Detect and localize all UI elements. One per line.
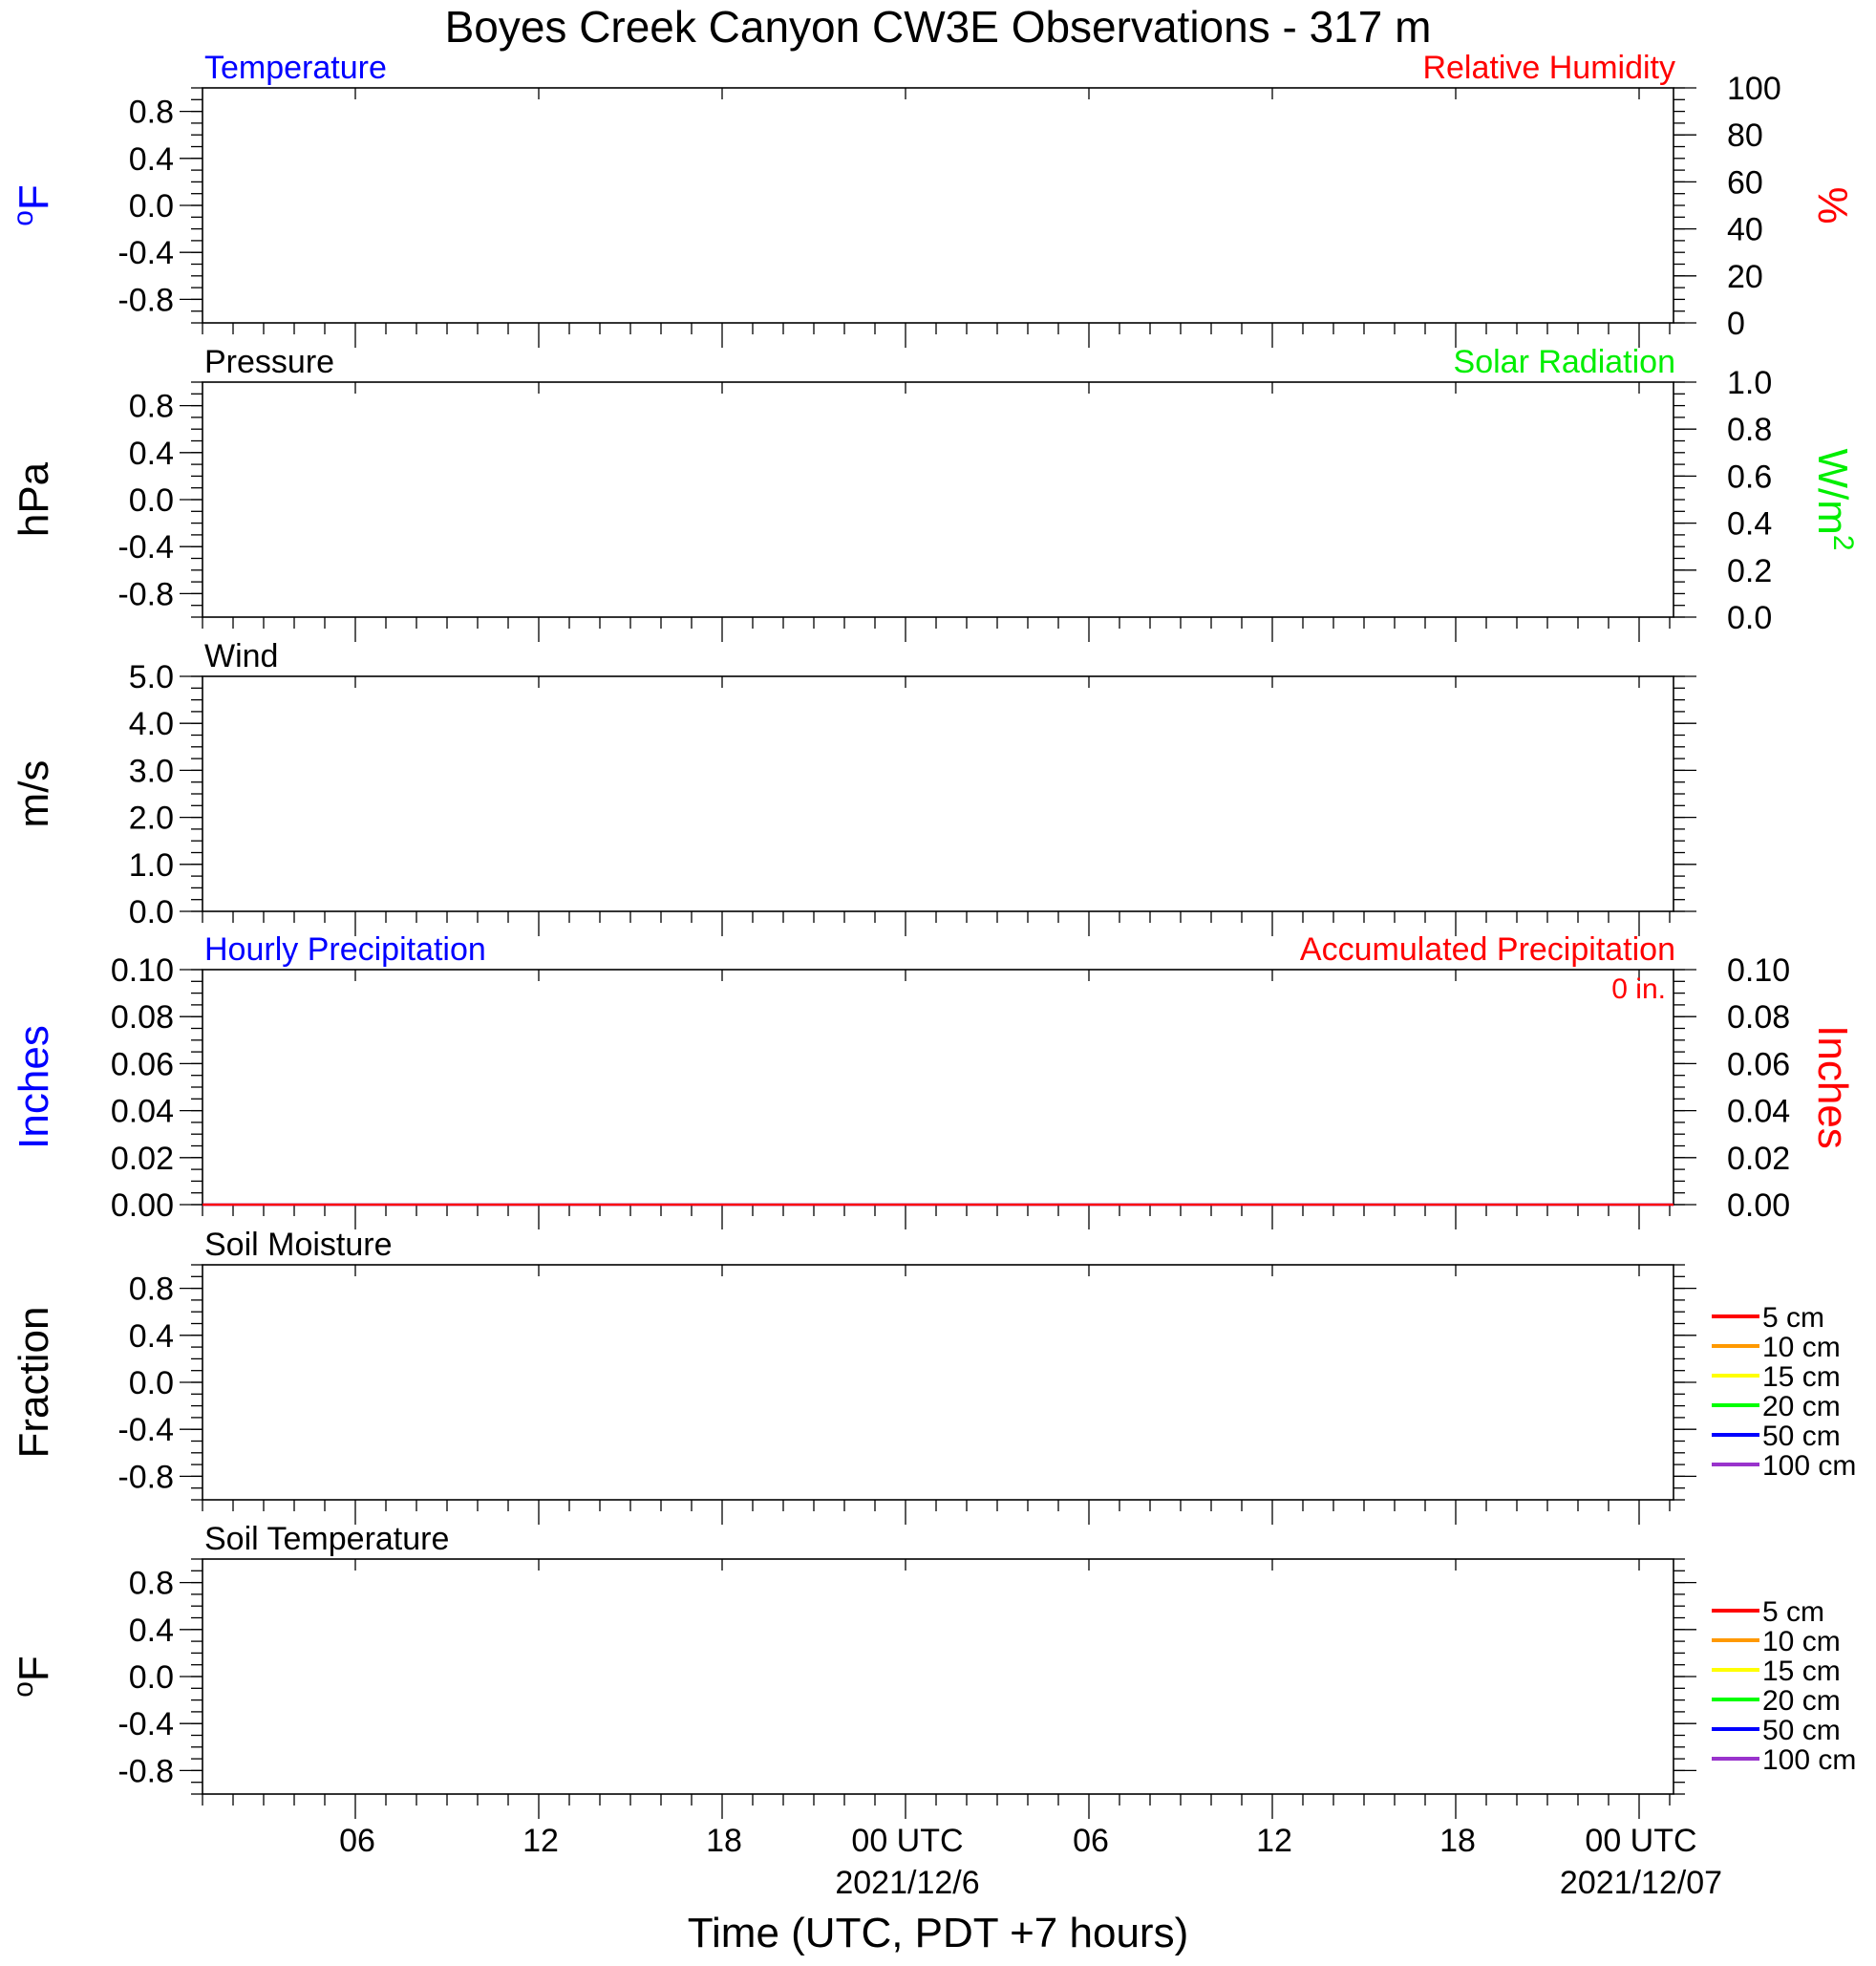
y-tick-label-left: -0.4 xyxy=(117,529,174,566)
y-tick-label-right: 0.0 xyxy=(1727,600,1773,636)
y-tick-label-right: 0.6 xyxy=(1727,459,1773,496)
y-tick-label-right: 40 xyxy=(1727,211,1763,248)
legend-label: 10 cm xyxy=(1762,1332,1841,1363)
panels xyxy=(8,50,1860,1819)
chart-title: Boyes Creek Canyon CW3E Observations - 317 m xyxy=(444,2,1432,52)
y-tick-label-right: 0.4 xyxy=(1727,505,1773,543)
legend-label: 50 cm xyxy=(1762,1715,1841,1746)
plot-frame xyxy=(203,676,1673,911)
panel-right-title: Solar Radiation xyxy=(1453,344,1675,380)
panel-1 xyxy=(8,50,1857,348)
plot-frame xyxy=(203,382,1673,617)
x-tick-label: 00 UTC xyxy=(1585,1823,1697,1859)
y-tick-label-left: 0.0 xyxy=(128,1365,174,1401)
y-tick-label-right: 0.06 xyxy=(1727,1046,1791,1083)
panel-annotation: 0 in. xyxy=(1611,973,1666,1005)
y-tick-label-right: 80 xyxy=(1727,118,1763,155)
y-tick-label-right: 0.10 xyxy=(1727,952,1791,989)
panel-left-title: Temperature xyxy=(204,50,387,86)
y-axis-label-left: Inches xyxy=(11,1025,57,1149)
y-tick-label-left: 0.0 xyxy=(128,188,174,224)
plot-frame xyxy=(203,970,1673,1205)
x-tick-label: 12 xyxy=(522,1823,559,1859)
y-tick-label-left: 0.8 xyxy=(128,388,174,425)
x-tick-label: 00 UTC xyxy=(851,1823,964,1859)
plot-frame xyxy=(203,1265,1673,1500)
y-axis-label-right: % xyxy=(1809,186,1856,224)
legend-label: 5 cm xyxy=(1762,1596,1825,1628)
x-tick-date: 2021/12/07 xyxy=(1559,1865,1723,1901)
panel-left-title: Hourly Precipitation xyxy=(204,931,486,968)
y-tick-label-right: 0 xyxy=(1727,306,1745,342)
y-tick-label-left: 0.4 xyxy=(128,1317,174,1355)
x-tick-label: 06 xyxy=(1073,1823,1109,1859)
plot-frame xyxy=(203,88,1673,323)
panel-6 xyxy=(8,1521,1857,1819)
legend-label: 100 cm xyxy=(1762,1744,1857,1776)
panel-4 xyxy=(11,931,1856,1229)
x-tick-label: 12 xyxy=(1256,1823,1292,1859)
y-tick-label-left: 0.0 xyxy=(128,894,174,930)
y-tick-label-left: -0.4 xyxy=(117,1706,174,1743)
y-tick-label-left: 0.8 xyxy=(128,1565,174,1602)
x-axis xyxy=(339,1823,1722,1901)
y-tick-label-left: 0.04 xyxy=(110,1093,174,1130)
y-axis-label-left: $^o$F xyxy=(7,1656,57,1698)
legend-label: 15 cm xyxy=(1762,1656,1841,1687)
y-tick-label-left: 1.0 xyxy=(128,846,174,884)
panel-left-title: Wind xyxy=(204,638,279,674)
y-tick-label-right: 1.0 xyxy=(1727,365,1773,401)
y-tick-label-left: -0.4 xyxy=(117,1412,174,1449)
y-tick-label-left: 5.0 xyxy=(128,659,174,695)
y-tick-label-right: 0.00 xyxy=(1727,1187,1791,1224)
y-tick-label-left: 4.0 xyxy=(128,706,174,743)
y-tick-label-left: -0.8 xyxy=(117,1459,174,1496)
y-tick-label-left: 0.4 xyxy=(128,140,174,178)
y-axis-label-right: $W/m^2$ xyxy=(1809,448,1860,551)
legend-label: 50 cm xyxy=(1762,1421,1841,1452)
panel-right-title: Relative Humidity xyxy=(1422,50,1675,86)
y-tick-label-left: 0.08 xyxy=(110,999,174,1036)
x-tick-label: 06 xyxy=(339,1823,375,1859)
y-tick-label-right: 60 xyxy=(1727,164,1763,202)
legend-label: 10 cm xyxy=(1762,1626,1841,1657)
y-tick-label-left: 2.0 xyxy=(128,800,174,837)
y-axis-label-left: m/s xyxy=(11,759,57,828)
y-tick-label-left: 0.00 xyxy=(110,1187,174,1224)
y-tick-label-right: 0.2 xyxy=(1727,552,1773,589)
y-tick-label-right: 0.08 xyxy=(1727,999,1791,1036)
y-axis-label-left: hPa xyxy=(11,461,57,538)
y-axis-label-right: Inches xyxy=(1809,1025,1856,1149)
panel-3 xyxy=(11,638,1696,936)
y-tick-label-left: 0.8 xyxy=(128,1271,174,1308)
y-tick-label-right: 20 xyxy=(1727,258,1763,295)
x-tick-label: 18 xyxy=(706,1823,742,1859)
panel-left-title: Soil Temperature xyxy=(204,1521,450,1557)
y-tick-label-left: 0.4 xyxy=(128,435,174,472)
panel-right-title: Accumulated Precipitation xyxy=(1299,931,1675,968)
y-tick-label-left: 0.8 xyxy=(128,94,174,131)
legend-label: 20 cm xyxy=(1762,1391,1841,1422)
y-tick-label-left: -0.8 xyxy=(117,1753,174,1790)
panel-left-title: Soil Moisture xyxy=(204,1227,393,1263)
y-tick-label-left: -0.8 xyxy=(117,282,174,319)
y-tick-label-right: 0.8 xyxy=(1727,412,1773,449)
x-axis-label: Time (UTC, PDT +7 hours) xyxy=(687,1910,1189,1956)
y-axis-label-left: $^o$F xyxy=(7,184,57,226)
panel-left-title: Pressure xyxy=(204,344,335,380)
y-axis-label-left: Fraction xyxy=(11,1306,57,1459)
y-tick-label-left: 3.0 xyxy=(128,753,174,790)
x-tick-label: 18 xyxy=(1439,1823,1476,1859)
legend-label: 5 cm xyxy=(1762,1302,1825,1334)
legend-label: 20 cm xyxy=(1762,1685,1841,1717)
legend-label: 100 cm xyxy=(1762,1450,1857,1482)
y-tick-label-left: -0.4 xyxy=(117,235,174,272)
y-tick-label-left: 0.10 xyxy=(110,952,174,989)
legend-label: 15 cm xyxy=(1762,1361,1841,1393)
y-tick-label-right: 100 xyxy=(1727,71,1781,107)
y-tick-label-left: 0.02 xyxy=(110,1140,174,1177)
x-tick-date: 2021/12/6 xyxy=(835,1865,980,1901)
y-tick-label-left: -0.8 xyxy=(117,576,174,613)
panel-5 xyxy=(11,1227,1856,1525)
y-tick-label-left: 0.0 xyxy=(128,482,174,519)
y-tick-label-left: 0.4 xyxy=(128,1612,174,1649)
y-tick-label-right: 0.02 xyxy=(1727,1140,1791,1177)
plot-frame xyxy=(203,1559,1673,1794)
panel-2 xyxy=(11,344,1860,642)
y-tick-label-right: 0.04 xyxy=(1727,1093,1791,1130)
y-tick-label-left: 0.06 xyxy=(110,1046,174,1083)
y-tick-label-left: 0.0 xyxy=(128,1659,174,1696)
